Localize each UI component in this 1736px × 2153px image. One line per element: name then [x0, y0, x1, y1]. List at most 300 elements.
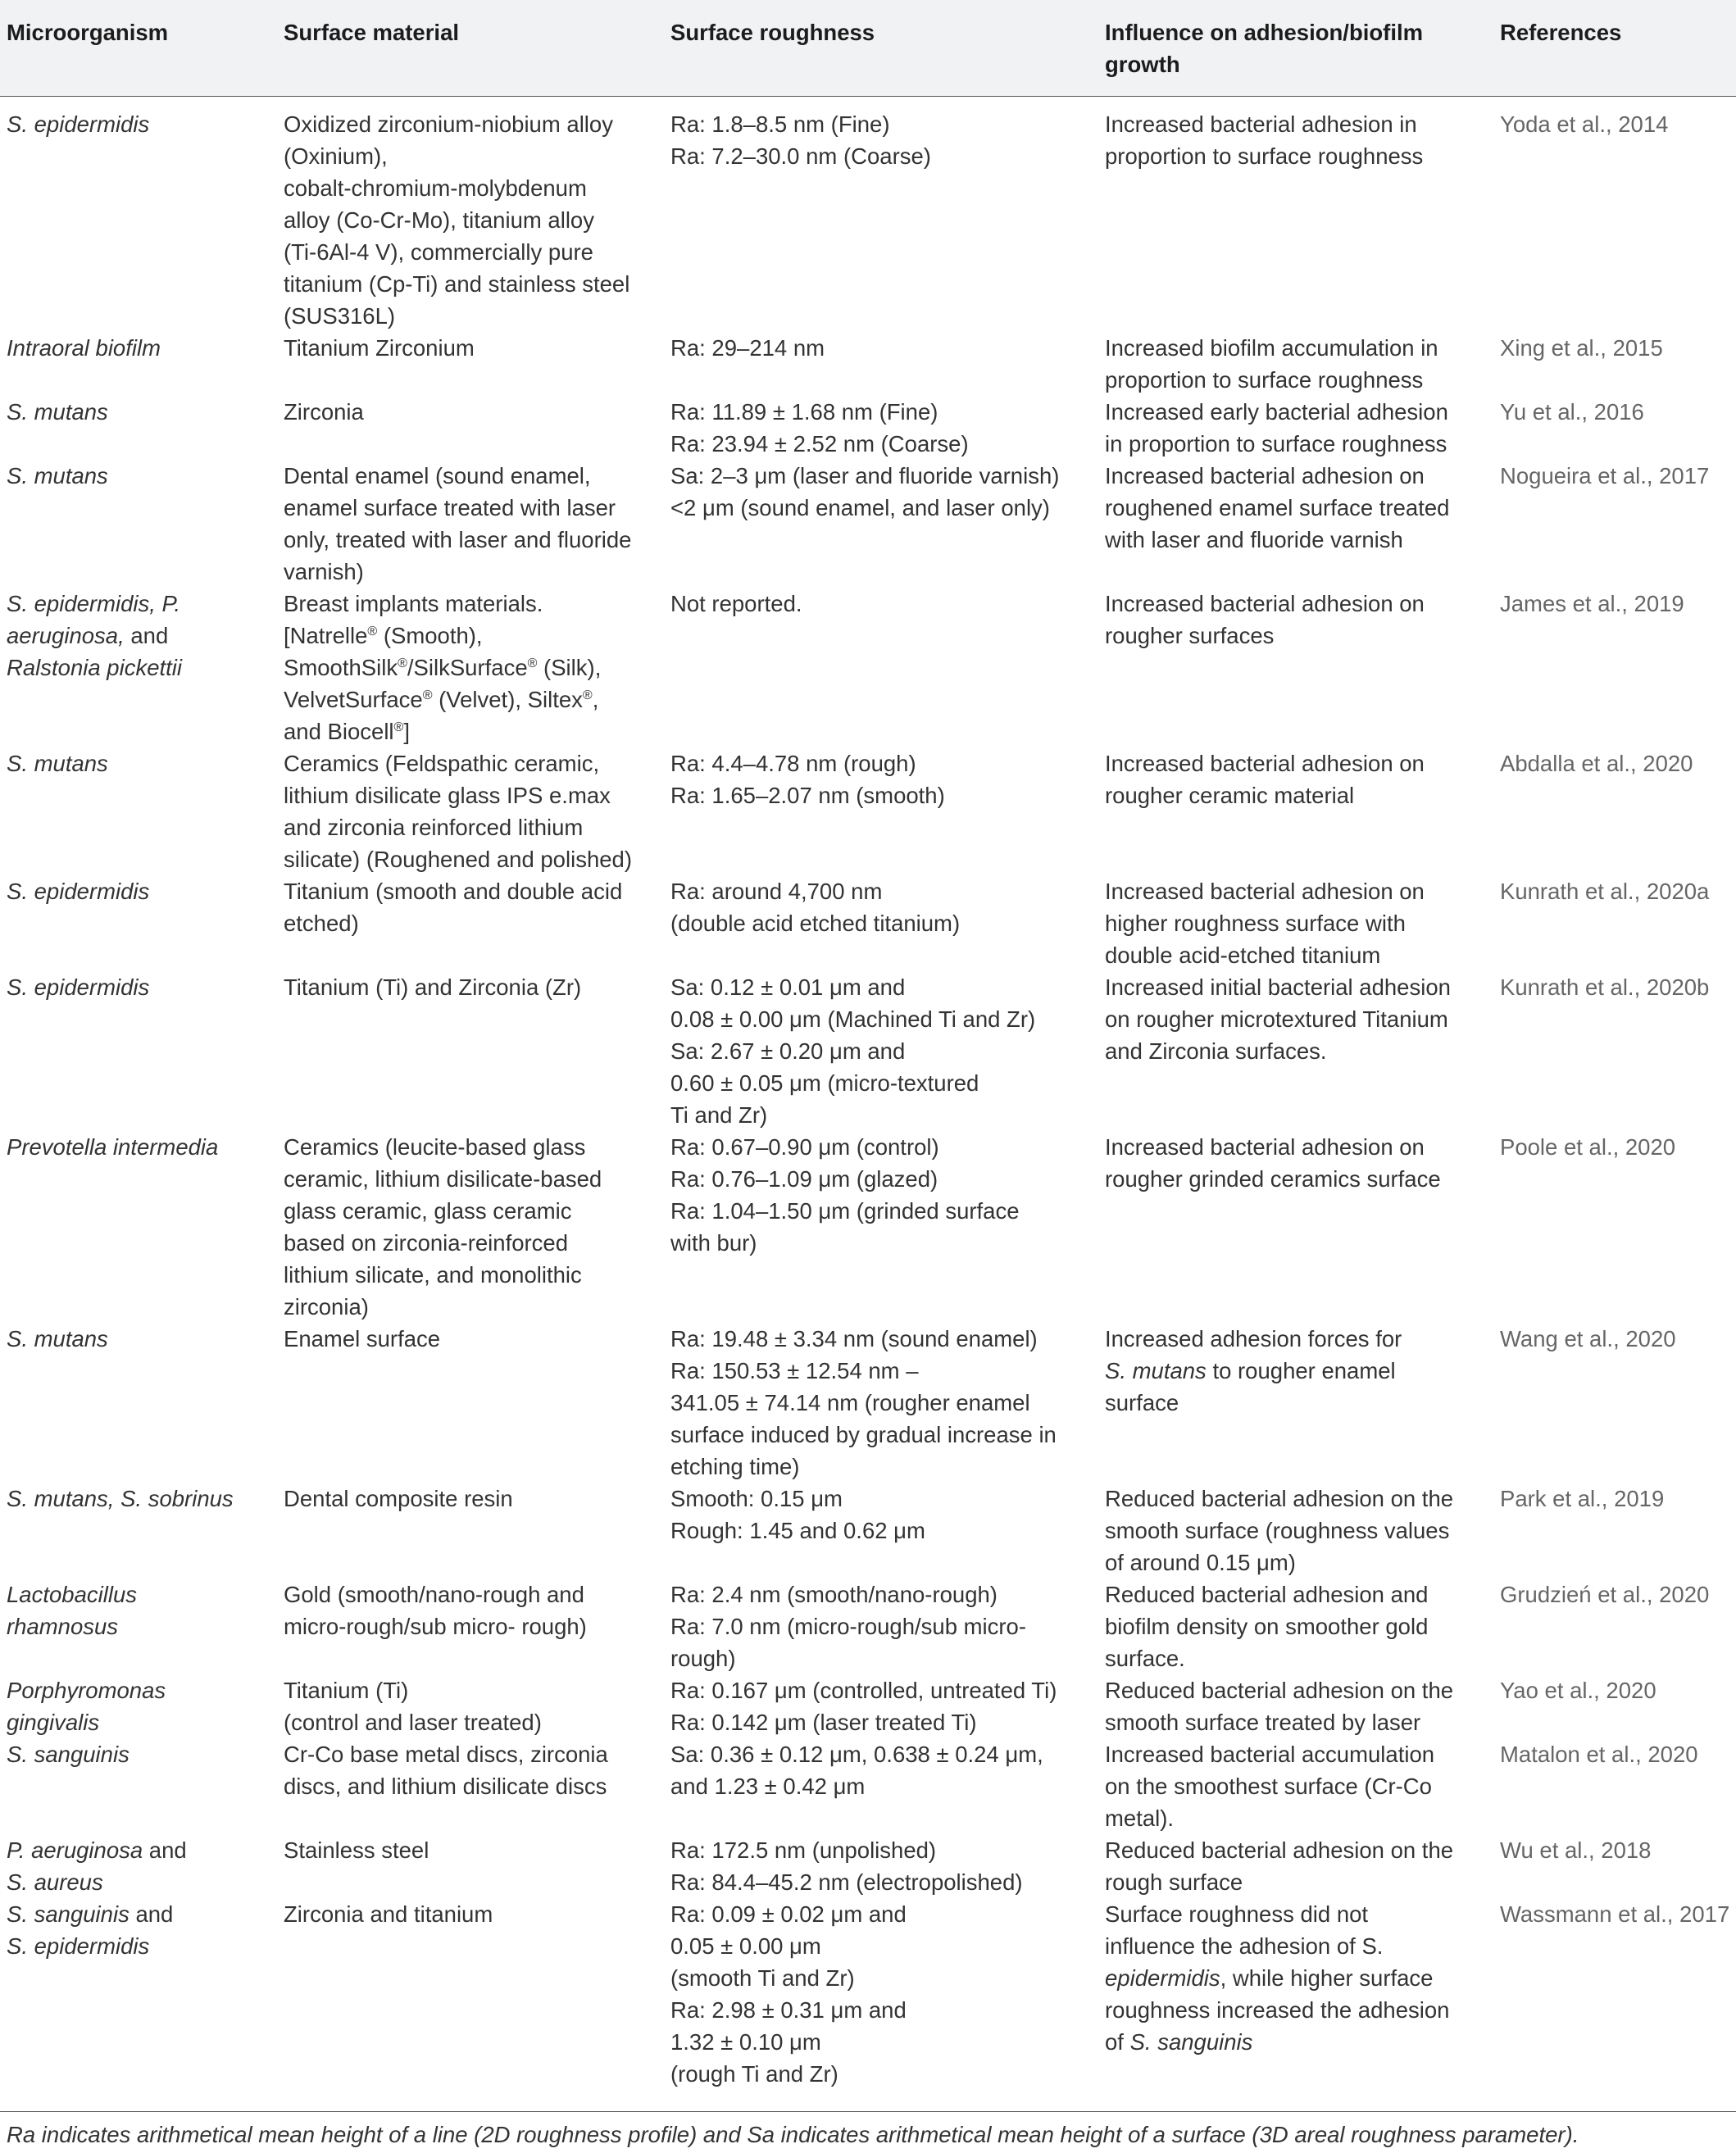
reference-cell — [1493, 1674, 1736, 1738]
cell-line — [1500, 1834, 1729, 1866]
text-segment: Zirconia and titanium — [284, 1901, 493, 1927]
text-segment: Enamel surface — [284, 1326, 441, 1351]
influence-cell — [1098, 1578, 1493, 1674]
cell-line — [7, 971, 270, 1003]
table-body — [0, 97, 1736, 2091]
text-segment: Ra: 11.89 ± 1.68 nm (Fine) — [670, 399, 938, 425]
cell-line — [7, 1706, 270, 1738]
microorganism-cell — [0, 875, 277, 971]
cell-line — [284, 811, 657, 843]
cell-line — [7, 1578, 270, 1610]
text-segment: 1.32 ± 0.10 μm — [670, 2029, 821, 2055]
surface-roughness-cell — [664, 1483, 1098, 1578]
cell-line — [7, 620, 270, 652]
text-segment: aeruginosa, — [7, 623, 125, 648]
surface-material-cell — [277, 396, 664, 460]
text-segment: Zirconia — [284, 399, 364, 425]
text-segment: Ra: 172.5 nm (unpolished) — [670, 1837, 937, 1863]
cell-line — [284, 1706, 657, 1738]
text-segment: of around 0.15 μm) — [1105, 1550, 1296, 1575]
microorganism-cell — [0, 747, 277, 875]
microorganism-cell — [0, 396, 277, 460]
text-segment: Ra: 1.04–1.50 μm (grinded surface — [670, 1198, 1020, 1224]
cell-line — [670, 460, 1092, 492]
text-segment: Reduced bacterial adhesion on the — [1105, 1486, 1454, 1511]
text-segment: Not reported. — [670, 591, 802, 616]
text-segment: Sa: 0.12 ± 0.01 μm and — [670, 974, 906, 1000]
reference-cell — [1493, 588, 1736, 747]
cell-line — [7, 1674, 270, 1706]
text-segment: S. epidermidis, P. — [7, 591, 180, 616]
cell-line — [1500, 747, 1729, 779]
cell-line — [1105, 588, 1487, 620]
cell-line — [670, 971, 1092, 1003]
cell-line — [1105, 620, 1487, 652]
text-segment: Titanium Zirconium — [284, 335, 475, 361]
text-segment: and — [129, 1901, 174, 1927]
text-segment: zirconia) — [284, 1294, 369, 1320]
cell-line — [1105, 907, 1487, 939]
influence-cell — [1098, 1674, 1493, 1738]
text-segment: Surface roughness did not — [1105, 1901, 1369, 1927]
text-segment: with laser and fluoride varnish — [1105, 527, 1403, 552]
text-segment: Kunrath et al., 2020a — [1500, 879, 1710, 904]
cell-line — [7, 1738, 270, 1770]
cell-line — [284, 715, 657, 747]
text-segment: Ceramics (Feldspathic ceramic, — [284, 751, 600, 776]
cell-line — [7, 1930, 270, 1962]
cell-line — [1105, 524, 1487, 556]
text-segment: Ra: 2.98 ± 0.31 μm and — [670, 1997, 907, 2023]
cell-line — [670, 1035, 1092, 1067]
reference-cell — [1493, 875, 1736, 971]
cell-line — [670, 1706, 1092, 1738]
registered-mark: ® — [527, 656, 538, 670]
cell-line — [1105, 428, 1487, 460]
cell-line — [670, 1898, 1092, 1930]
cell-line — [7, 1898, 270, 1930]
text-segment: Ra: 7.0 nm (micro-rough/sub micro- — [670, 1614, 1027, 1639]
cell-line — [1105, 939, 1487, 971]
text-segment: enamel surface treated with laser — [284, 495, 616, 520]
text-segment: Ra: 19.48 ± 3.34 nm (sound enamel) — [670, 1326, 1038, 1351]
text-segment: Porphyromonas — [7, 1678, 166, 1703]
cell-line — [670, 1770, 1092, 1802]
cell-line — [670, 108, 1092, 140]
text-segment: Wassmann et al., 2017 — [1500, 1901, 1730, 1927]
influence-cell — [1098, 588, 1493, 747]
text-segment: 341.05 ± 74.14 nm (rougher enamel — [670, 1390, 1030, 1415]
text-segment: rhamnosus — [7, 1614, 119, 1639]
registered-mark: ® — [422, 688, 433, 702]
text-segment: (rough Ti and Zr) — [670, 2061, 838, 2087]
cell-line — [1105, 1802, 1487, 1834]
cell-line — [670, 1834, 1092, 1866]
cell-line — [670, 140, 1092, 172]
text-segment: S. mutans — [7, 463, 108, 488]
reference-cell — [1493, 396, 1736, 460]
text-segment: Sa: 0.36 ± 0.12 μm, 0.638 ± 0.24 μm, — [670, 1742, 1043, 1767]
cell-line — [7, 588, 270, 620]
text-segment: Poole et al., 2020 — [1500, 1134, 1676, 1160]
text-segment: varnish) — [284, 559, 364, 584]
text-segment: Ra: 2.4 nm (smooth/nano-rough) — [670, 1582, 998, 1607]
text-segment: Increased adhesion forces for — [1105, 1326, 1402, 1351]
influence-cell — [1098, 460, 1493, 588]
cell-line — [7, 1834, 270, 1866]
text-segment: S. mutans — [7, 751, 108, 776]
influence-cell — [1098, 332, 1493, 396]
text-segment: S. sanguinis — [7, 1742, 130, 1767]
cell-line — [670, 1642, 1092, 1674]
text-segment: Ra: around 4,700 nm — [670, 879, 883, 904]
table-row — [0, 1578, 1736, 1674]
text-segment: S. epidermidis — [7, 1933, 150, 1959]
cell-line — [1500, 971, 1729, 1003]
reference-cell — [1493, 1131, 1736, 1323]
text-segment: Ra: 23.94 ± 2.52 nm (Coarse) — [670, 431, 969, 456]
influence-cell — [1098, 875, 1493, 971]
cell-line — [7, 332, 270, 364]
cell-line — [1105, 1962, 1487, 1994]
cell-line — [7, 1610, 270, 1642]
text-segment: in proportion to surface roughness — [1105, 431, 1447, 456]
cell-line — [284, 1291, 657, 1323]
text-segment: roughness increased the adhesion — [1105, 1997, 1450, 2023]
text-segment: surface — [1105, 1390, 1179, 1415]
microorganism-cell — [0, 1323, 277, 1483]
microorganism-cell — [0, 971, 277, 1131]
influence-cell — [1098, 747, 1493, 875]
cell-line — [1105, 1547, 1487, 1578]
cell-line — [670, 1355, 1092, 1387]
text-segment: rougher ceramic material — [1105, 783, 1355, 808]
registered-mark: ® — [398, 656, 407, 670]
cell-line — [1105, 971, 1487, 1003]
cell-line — [1105, 875, 1487, 907]
text-segment: Sa: 2.67 ± 0.20 μm and — [670, 1038, 906, 1064]
surface-roughness-cell — [664, 875, 1098, 971]
cell-line — [284, 1834, 657, 1866]
reference-cell — [1493, 1738, 1736, 1834]
table-row — [0, 875, 1736, 971]
text-segment: roughened enamel surface treated — [1105, 495, 1450, 520]
cell-line — [1105, 1003, 1487, 1035]
influence-cell — [1098, 396, 1493, 460]
reference-cell — [1493, 1323, 1736, 1483]
surface-roughness-cell — [664, 1898, 1098, 2090]
cell-line — [1105, 140, 1487, 172]
cell-line — [1500, 108, 1729, 140]
text-segment: higher roughness surface with — [1105, 911, 1406, 936]
cell-line — [670, 907, 1092, 939]
text-segment: S. epidermidis — [7, 879, 150, 904]
cell-line — [1105, 2026, 1487, 2058]
cell-line — [284, 747, 657, 779]
text-segment: Increased bacterial adhesion on — [1105, 879, 1425, 904]
cell-line — [1105, 1131, 1487, 1163]
cell-line — [284, 1131, 657, 1163]
cell-line — [670, 1962, 1092, 1994]
text-segment: Matalon et al., 2020 — [1500, 1742, 1698, 1767]
microorganism-cell — [0, 332, 277, 396]
text-segment: Ra: 7.2–30.0 nm (Coarse) — [670, 143, 931, 169]
cell-line — [1105, 1355, 1487, 1387]
influence-cell — [1098, 1738, 1493, 1834]
text-segment: (smooth Ti and Zr) — [670, 1965, 855, 1991]
table-row — [0, 1323, 1736, 1483]
cell-line — [1105, 747, 1487, 779]
text-segment: surface. — [1105, 1646, 1185, 1671]
text-segment: etched) — [284, 911, 359, 936]
text-segment: S. epidermidis — [7, 111, 150, 137]
surface-roughness-cell — [664, 588, 1098, 747]
cell-line — [1105, 1515, 1487, 1547]
text-segment: based on zirconia-reinforced — [284, 1230, 568, 1256]
text-segment: Ralstonia pickettii — [7, 655, 182, 680]
cell-line — [670, 588, 1092, 620]
registered-mark: ® — [582, 688, 593, 702]
text-segment: Stainless steel — [284, 1837, 429, 1863]
text-segment: Reduced bacterial adhesion on the — [1105, 1678, 1454, 1703]
cell-line — [1105, 1578, 1487, 1610]
cell-line — [284, 1163, 657, 1195]
text-segment: double acid-etched titanium — [1105, 943, 1381, 968]
header-surface-roughness: Surface roughness — [664, 0, 1098, 97]
cell-line — [284, 1770, 657, 1802]
cell-line — [284, 396, 657, 428]
text-segment: smooth surface treated by laser — [1105, 1710, 1421, 1735]
text-segment: titanium (Cp-Ti) and stainless steel — [284, 271, 630, 297]
text-segment: Ti and Zr) — [670, 1102, 768, 1128]
cell-line — [284, 779, 657, 811]
reference-cell — [1493, 1578, 1736, 1674]
cell-line — [670, 1483, 1092, 1515]
text-segment: S. epidermidis — [7, 974, 150, 1000]
cell-line — [1500, 1674, 1729, 1706]
cell-line — [1500, 396, 1729, 428]
cell-line — [670, 492, 1092, 524]
cell-line — [670, 1131, 1092, 1163]
cell-line — [670, 1515, 1092, 1547]
text-segment: epidermidis — [1105, 1965, 1220, 1991]
cell-line — [284, 268, 657, 300]
text-segment: Dental enamel (sound enamel, — [284, 463, 591, 488]
reference-cell — [1493, 1483, 1736, 1578]
reference-cell — [1493, 460, 1736, 588]
header-influence-line: Influence on adhesion/biofilm — [1105, 20, 1424, 45]
text-segment: Increased bacterial adhesion on — [1105, 591, 1425, 616]
influence-cell — [1098, 1323, 1493, 1483]
surface-roughness-cell — [664, 396, 1098, 460]
cell-line — [1105, 1898, 1487, 1930]
cell-line — [284, 875, 657, 907]
cell-line — [1105, 1738, 1487, 1770]
cell-line — [1105, 1706, 1487, 1738]
table-footnote: Ra indicates arithmetical mean height of a line (2D roughness profile) and Sa indicates arithmetical mean height of a surface (3D areal roughness parameter). — [7, 2122, 1579, 2147]
text-segment: Increased bacterial accumulation — [1105, 1742, 1435, 1767]
surface-roughness-cell — [664, 1738, 1098, 1834]
cell-line — [1105, 1035, 1487, 1067]
header-microorganism: Microorganism — [0, 0, 277, 97]
table-row — [0, 588, 1736, 747]
text-segment: Ra: 0.67–0.90 μm (control) — [670, 1134, 939, 1160]
cell-line — [7, 1131, 270, 1163]
text-segment: lithium disilicate glass IPS e.max — [284, 783, 611, 808]
cell-line — [284, 236, 657, 268]
surface-material-cell — [277, 1578, 664, 1674]
reference-cell — [1493, 332, 1736, 396]
text-segment: Breast implants materials. — [284, 591, 543, 616]
text-segment: Increased biofilm accumulation in — [1105, 335, 1438, 361]
cell-line — [7, 652, 270, 684]
text-segment: and 1.23 ± 0.42 μm — [670, 1774, 866, 1799]
cell-line — [670, 1610, 1092, 1642]
cell-line — [670, 1451, 1092, 1483]
text-segment: alloy (Co-Cr-Mo), titanium alloy — [284, 207, 594, 233]
cell-line — [1500, 1578, 1729, 1610]
table-row — [0, 1131, 1736, 1323]
text-segment: Ra: 0.142 μm (laser treated Ti) — [670, 1710, 977, 1735]
cell-line — [670, 1003, 1092, 1035]
text-segment: ] — [403, 719, 410, 744]
text-segment: Increased bacterial adhesion on — [1105, 751, 1425, 776]
cell-line — [1105, 1674, 1487, 1706]
surface-material-cell — [277, 332, 664, 396]
text-segment: Ra: 1.65–2.07 nm (smooth) — [670, 783, 945, 808]
text-segment: (Ti-6Al-4 V), commercially pure — [284, 239, 593, 265]
cell-line — [284, 332, 657, 364]
cell-line — [670, 1227, 1092, 1259]
cell-line — [284, 1483, 657, 1515]
cell-line — [1105, 332, 1487, 364]
registered-mark: ® — [393, 720, 404, 734]
text-segment: Yu et al., 2016 — [1500, 399, 1644, 425]
text-segment: Reduced bacterial adhesion and — [1105, 1582, 1429, 1607]
cell-line — [670, 1163, 1092, 1195]
text-segment: Increased bacterial adhesion on — [1105, 1134, 1425, 1160]
cell-line — [670, 1067, 1092, 1099]
cell-line — [1500, 1483, 1729, 1515]
table-row — [0, 396, 1736, 460]
cell-line — [7, 875, 270, 907]
text-segment: and zirconia reinforced lithium — [284, 815, 584, 840]
cell-line — [670, 1674, 1092, 1706]
cell-line — [1500, 332, 1729, 364]
text-segment: Kunrath et al., 2020b — [1500, 974, 1710, 1000]
cell-line — [1500, 1131, 1729, 1163]
text-segment: Prevotella intermedia — [7, 1134, 219, 1160]
text-segment: with bur) — [670, 1230, 757, 1256]
cell-line — [284, 1195, 657, 1227]
text-segment: SmoothSilk — [284, 655, 398, 680]
text-segment: S. mutans, S. sobrinus — [7, 1486, 234, 1511]
cell-line — [284, 1898, 657, 1930]
microorganism-cell — [0, 1898, 277, 2090]
reference-cell — [1493, 1834, 1736, 1898]
surface-roughness-cell — [664, 332, 1098, 396]
cell-line — [670, 779, 1092, 811]
cell-line — [1500, 1738, 1729, 1770]
text-segment: (Oxinium), — [284, 143, 388, 169]
text-segment: Increased early bacterial adhesion — [1105, 399, 1448, 425]
influence-cell — [1098, 1834, 1493, 1898]
text-segment: Ra: 4.4–4.78 nm (rough) — [670, 751, 916, 776]
table-row — [0, 747, 1736, 875]
cell-line — [670, 1994, 1092, 2026]
cell-line — [284, 652, 657, 684]
cell-line — [284, 620, 657, 652]
text-segment: Abdalla et al., 2020 — [1500, 751, 1693, 776]
reference-cell — [1493, 97, 1736, 333]
text-segment: rougher grinded ceramics surface — [1105, 1166, 1441, 1192]
cell-line — [1105, 396, 1487, 428]
table-row — [0, 1738, 1736, 1834]
text-segment: Sa: 2–3 μm (laser and fluoride varnish) — [670, 463, 1060, 488]
cell-line — [670, 1419, 1092, 1451]
microorganism-cell — [0, 588, 277, 747]
text-segment: Ra: 0.09 ± 0.02 μm and — [670, 1901, 907, 1927]
influence-cell — [1098, 97, 1493, 333]
text-segment: cobalt-chromium-molybdenum — [284, 175, 587, 201]
cell-line — [1105, 1387, 1487, 1419]
text-segment: Lactobacillus — [7, 1582, 137, 1607]
text-segment: Ra: 84.4–45.2 nm (electropolished) — [670, 1869, 1023, 1895]
microorganism-cell — [0, 1738, 277, 1834]
text-segment: Dental composite resin — [284, 1486, 513, 1511]
text-segment: on rougher microtextured Titanium — [1105, 1006, 1448, 1032]
text-segment: to rougher enamel — [1206, 1358, 1396, 1383]
text-segment: and — [124, 623, 169, 648]
text-segment: Titanium (smooth and double acid — [284, 879, 623, 904]
cell-line — [1105, 1642, 1487, 1674]
cell-line — [284, 460, 657, 492]
cell-line — [7, 747, 270, 779]
text-segment: influence the adhesion of — [1105, 1933, 1362, 1959]
surface-roughness-cell — [664, 1834, 1098, 1898]
cell-line — [7, 1866, 270, 1898]
cell-line — [284, 684, 657, 715]
cell-line — [670, 875, 1092, 907]
table-row — [0, 1674, 1736, 1738]
text-segment: /SilkSurface — [407, 655, 528, 680]
cell-line — [284, 1259, 657, 1291]
cell-line — [670, 1099, 1092, 1131]
text-segment: Increased initial bacterial adhesion — [1105, 974, 1451, 1000]
cell-line — [284, 556, 657, 588]
text-segment: micro-rough/sub micro- rough) — [284, 1614, 587, 1639]
table-row — [0, 1834, 1736, 1898]
cell-line — [670, 396, 1092, 428]
microorganism-cell — [0, 97, 277, 333]
text-segment: only, treated with laser and fluoride — [284, 527, 632, 552]
influence-cell — [1098, 1483, 1493, 1578]
text-segment: Nogueira et al., 2017 — [1500, 463, 1710, 488]
cell-line — [1105, 108, 1487, 140]
surface-material-cell — [277, 588, 664, 747]
text-segment: S. mutans — [1105, 1358, 1207, 1383]
text-segment: Yoda et al., 2014 — [1500, 111, 1669, 137]
surface-material-cell — [277, 460, 664, 588]
text-segment: Ceramics (leucite-based glass — [284, 1134, 586, 1160]
reference-cell — [1493, 971, 1736, 1131]
text-segment: and Zirconia surfaces. — [1105, 1038, 1327, 1064]
surface-material-cell — [277, 1131, 664, 1323]
cell-line — [284, 971, 657, 1003]
surface-material-cell — [277, 971, 664, 1131]
text-segment: (control and laser treated) — [284, 1710, 542, 1735]
cell-line — [7, 1483, 270, 1515]
